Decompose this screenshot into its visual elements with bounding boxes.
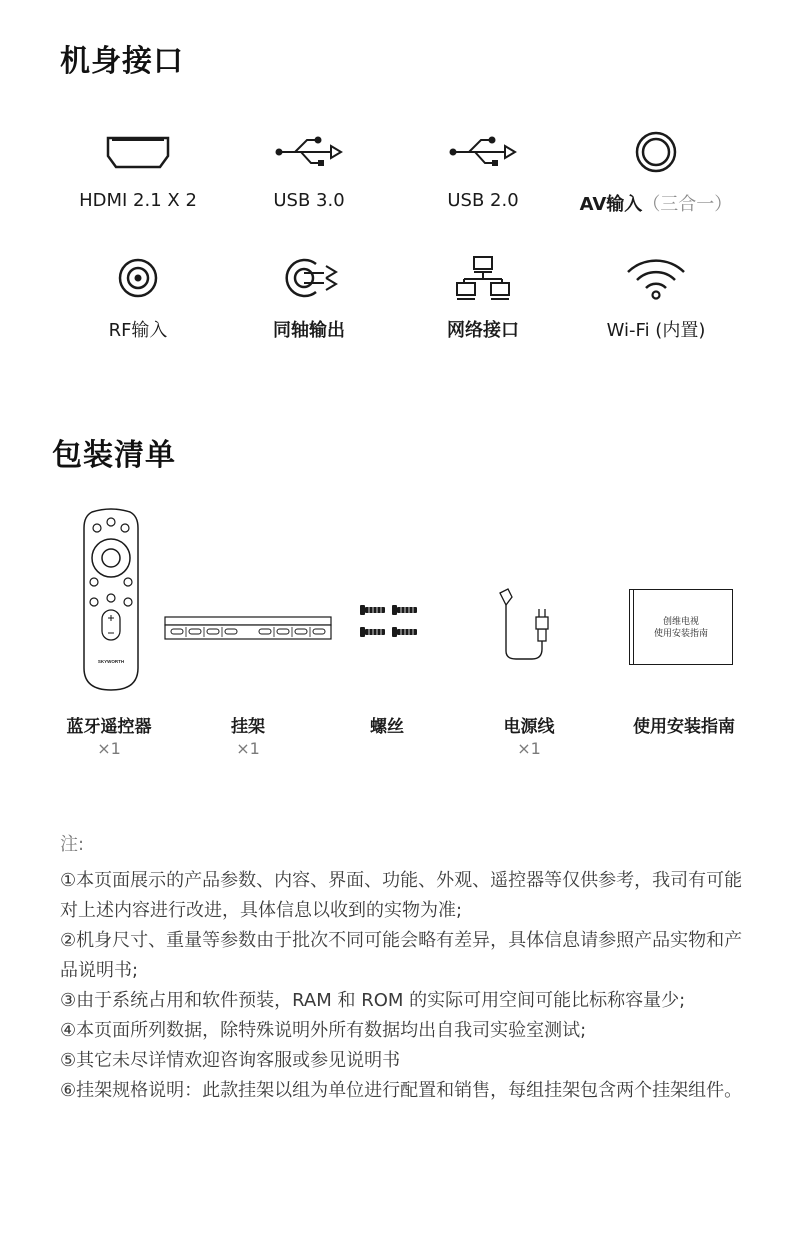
coaxial-output-icon (214, 248, 404, 308)
port-network: 网络接口 (388, 248, 578, 342)
rf-port-icon (43, 248, 233, 308)
note-line: ⑥挂架规格说明：此款挂架以组为单位进行配置和销售，每组挂架包含两个挂架组件。 (60, 1080, 743, 1101)
note-line: ②机身尺寸、重量等参数由于批次不同可能会略有差异，具体信息请参照产品实物和产品说明书; (60, 930, 743, 981)
note-line: ④本页面所列数据，除特殊说明外所有数据均出自我司实验室测试; (60, 1020, 587, 1041)
wall-bracket-image (163, 615, 333, 641)
wifi-icon (561, 248, 751, 308)
port-usb3: USB 3.0 (214, 122, 404, 211)
note-line: ①本页面展示的产品参数、内容、界面、功能、外观、遥控器等仅供参考，我司有可能对上述内容进行改进，具体信息以收到的实物为准; (60, 870, 743, 921)
usb-icon (214, 122, 404, 182)
notes-block (60, 830, 750, 1106)
package-item-manual: 使用安装指南 (633, 717, 735, 737)
port-rf: RF输入 (43, 248, 233, 342)
notes-title: 注: (60, 834, 85, 855)
package-section-title: 包装清单 (52, 438, 176, 473)
ports-section-title: 机身接口 (60, 44, 184, 79)
hdmi-port-icon (43, 122, 233, 182)
remote-brand-logo: SKYWORTH (97, 659, 125, 664)
port-av: AV输入（三合一） (561, 122, 751, 216)
manual-booklet-image: 创维电视 使用安装指南 (629, 589, 733, 665)
package-item-bracket: 挂架 ×1 (231, 717, 265, 758)
package-item-power-cord: 电源线 ×1 (503, 717, 555, 758)
power-cord-image (496, 587, 560, 663)
port-wifi: Wi-Fi (内置) (561, 248, 751, 342)
note-line: ③由于系统占用和软件预装，RAM 和 ROM 的实际可用空间可能比标称容量少; (60, 990, 686, 1011)
network-port-icon (388, 248, 578, 308)
port-coaxial: 同轴输出 (214, 248, 404, 342)
usb-icon (388, 122, 578, 182)
package-item-screws: 螺丝 (370, 717, 404, 737)
screws-image (358, 602, 420, 642)
package-item-remote: 蓝牙遥控器 ×1 (66, 717, 152, 758)
port-hdmi: HDMI 2.1 X 2 (43, 122, 233, 211)
port-usb2: USB 2.0 (388, 122, 578, 211)
remote-control-image (82, 508, 140, 692)
note-line: ⑤其它未尽详情欢迎咨询客服或参见说明书 (60, 1050, 401, 1071)
av-port-icon (561, 122, 751, 182)
